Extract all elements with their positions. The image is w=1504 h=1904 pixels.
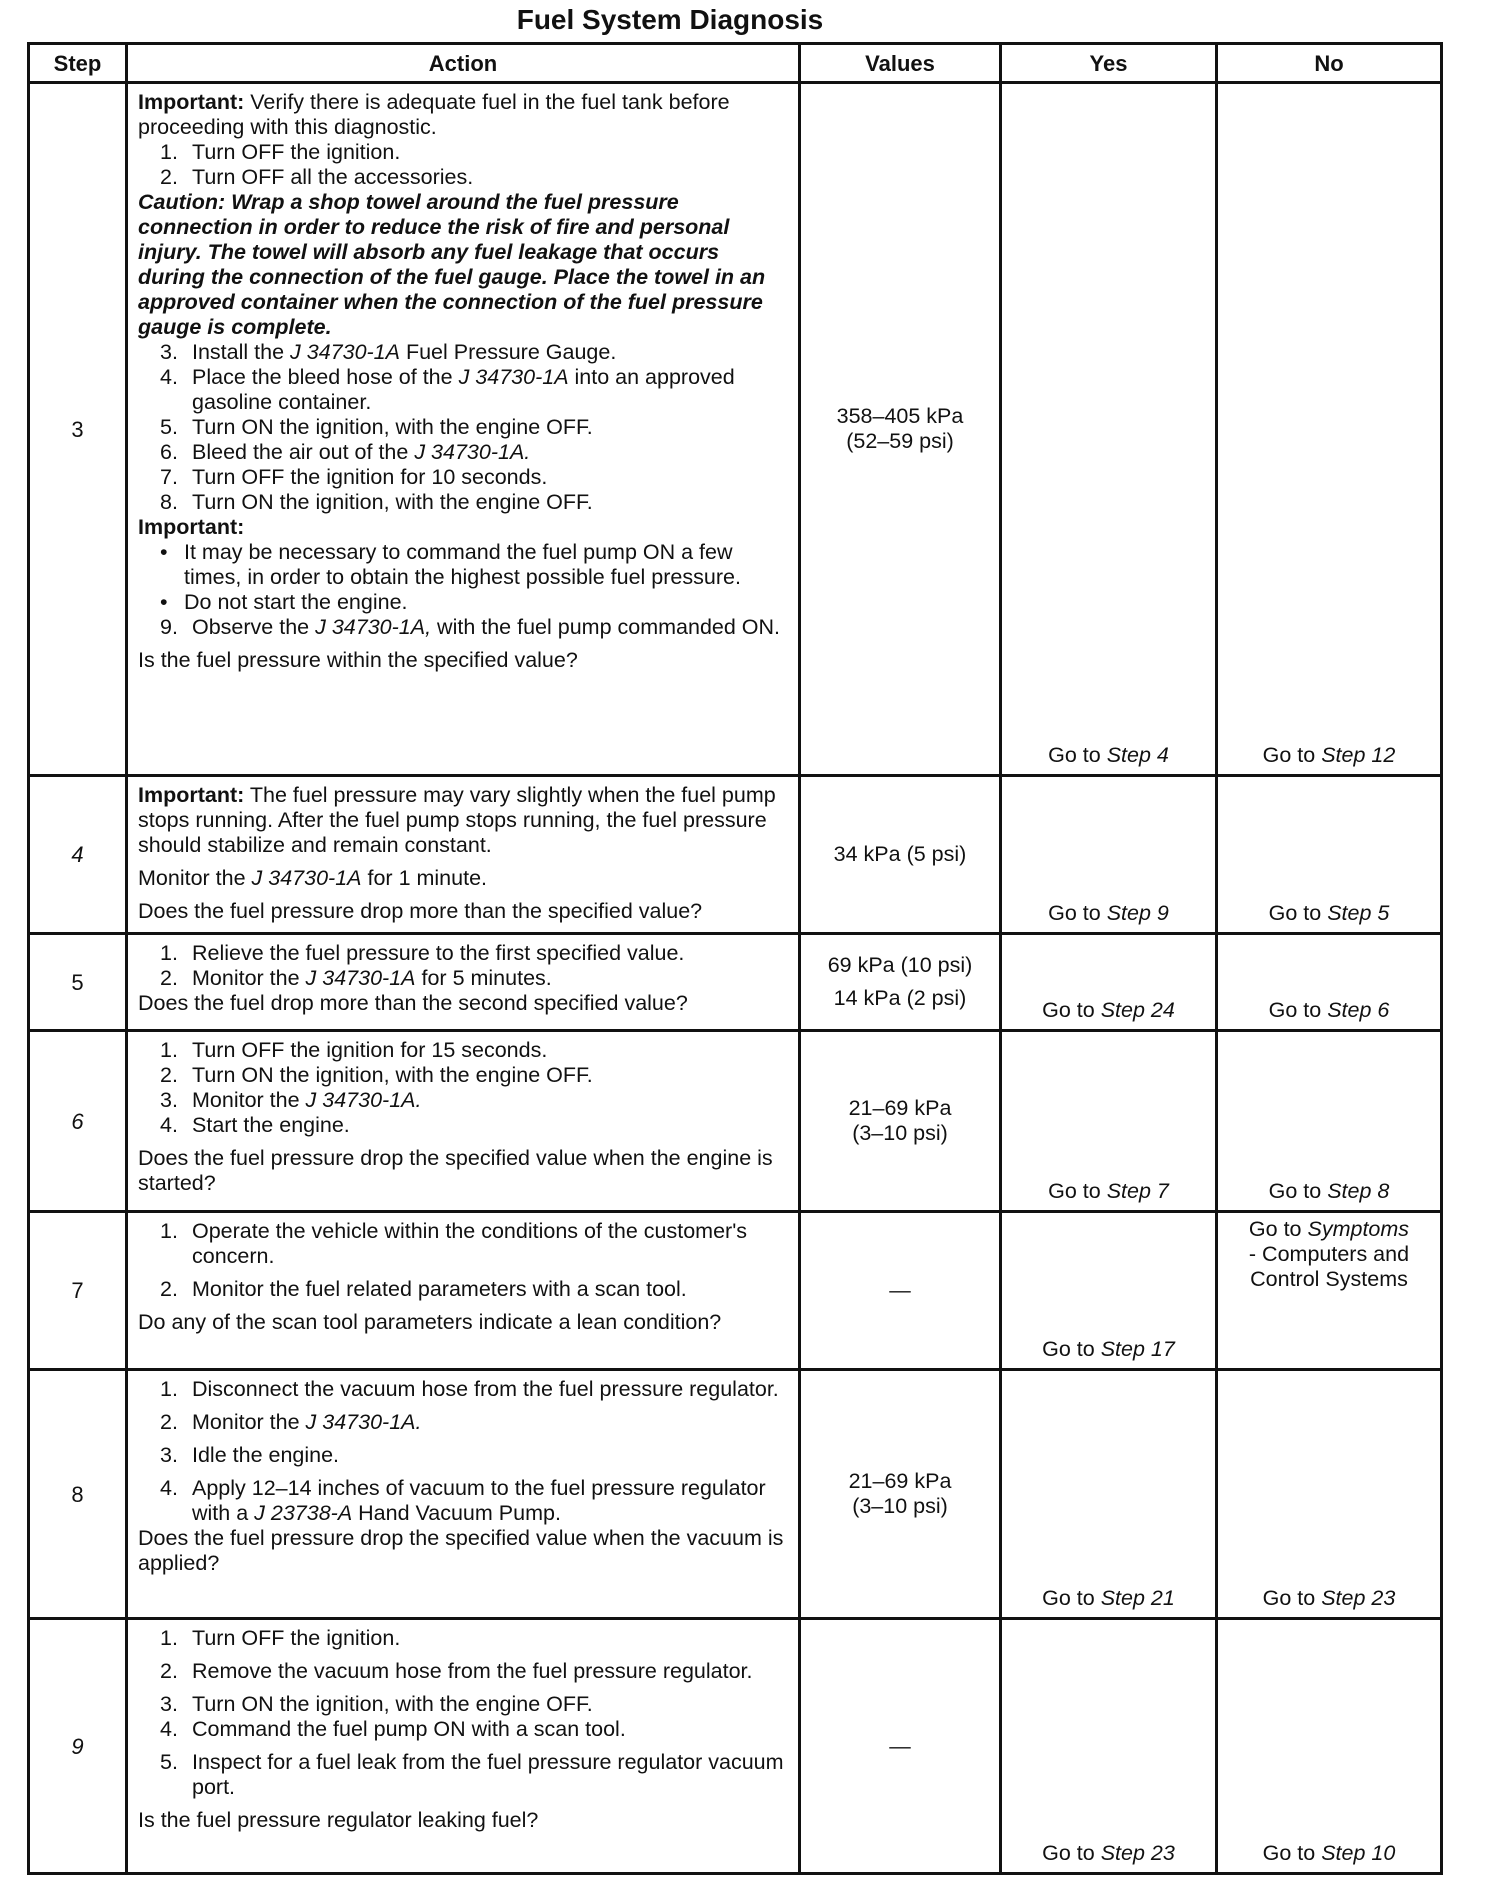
caution-text: Caution: Wrap a shop towel around the fuel pressure connection in order to reduce the risk of fire and personal injury. The towel will absorb any fuel leakage that occurs during the connection of the fuel gauge. Place the towel in an approved container when the connection of the fuel pressure gauge is complete. (138, 190, 766, 339)
values-cell: 34 kPa (5 psi) (800, 776, 1001, 934)
action-cell (127, 1619, 800, 1874)
no-cell: Go to Symptoms - Computers and Control Systems (1217, 1212, 1442, 1370)
table-row (29, 1212, 1442, 1370)
values-cell: 21–69 kPa (3–10 psi) (800, 1031, 1001, 1212)
question-text: Does the fuel drop more than the second specified value? (138, 991, 688, 1015)
step-link[interactable]: Step 24 (1100, 998, 1175, 1022)
list-item: 1. Relieve the fuel pressure to the first specified value. (160, 941, 685, 965)
list-item: 4. Apply 12–14 inches of vacuum to the fuel pressure regulator with a J 23738-A Hand Vacuum Pump. (160, 1476, 766, 1525)
step-number: 7 (29, 1212, 127, 1370)
list-item: 1. Turn OFF the ignition. (160, 140, 401, 164)
yes-cell: Go to Step 7 (1001, 1031, 1217, 1212)
step-link[interactable]: Step 12 (1321, 743, 1396, 767)
list-item: 4. Start the engine. (160, 1113, 350, 1137)
list-item: 1. Operate the vehicle within the conditions of the customer's concern. (160, 1219, 748, 1268)
list-item: 6. Bleed the air out of the J 34730-1A. (160, 440, 531, 464)
list-item: 1. Turn OFF the ignition. (160, 1626, 401, 1650)
question-text: Do any of the scan tool parameters indicate a lean condition? (138, 1310, 722, 1334)
values-cell: 21–69 kPa (3–10 psi) (800, 1370, 1001, 1619)
yes-cell: Go to Step 9 (1001, 776, 1217, 934)
list-item: 2. Monitor the J 34730-1A. (160, 1410, 422, 1434)
list-item: 2. Remove the vacuum hose from the fuel pressure regulator. (160, 1659, 753, 1683)
values-cell: 69 kPa (10 psi) 14 kPa (2 psi) (800, 934, 1001, 1031)
list-item: 4. Command the fuel pump ON with a scan tool. (160, 1717, 626, 1741)
page-title: Fuel System Diagnosis (516, 4, 824, 35)
step-link[interactable]: Step 9 (1106, 901, 1169, 925)
step-link[interactable]: Step 17 (1100, 1337, 1175, 1361)
step-link[interactable]: Step 23 (1321, 1586, 1396, 1610)
question-text: Is the fuel pressure regulator leaking fuel? (138, 1808, 539, 1832)
yes-cell: Go to Step 17 (1001, 1212, 1217, 1370)
table-row (29, 1031, 1442, 1212)
no-cell: Go to Step 6 (1217, 934, 1442, 1031)
list-item: 9. Observe the J 34730-1A, with the fuel pump commanded ON. (160, 615, 781, 639)
table-row (29, 83, 1442, 776)
values-cell: — (800, 1619, 1001, 1874)
no-cell: Go to Step 5 (1217, 776, 1442, 934)
step-number: 6 (29, 1031, 127, 1212)
question-text: Does the fuel pressure drop the specified value when the engine is started? (138, 1146, 773, 1195)
tool-reference: J 34730-1A. (305, 1410, 422, 1434)
list-item: 1. Turn OFF the ignition for 15 seconds. (160, 1038, 548, 1062)
bullet-item: • It may be necessary to command the fuel pump ON a few times, in order to obtain the highest possible fuel pressure. (160, 540, 741, 589)
action-cell (127, 1031, 800, 1212)
list-item: 1. Disconnect the vacuum hose from the fuel pressure regulator. (160, 1377, 779, 1401)
header-yes: Yes (1001, 44, 1217, 83)
list-item: 5. Inspect for a fuel leak from the fuel pressure regulator vacuum port. (160, 1750, 784, 1799)
list-item: 2. Turn ON the ignition, with the engine OFF. (160, 1063, 593, 1087)
tool-reference: J 34730-1A, (315, 615, 432, 639)
step-number: 4 (29, 776, 127, 934)
step-link[interactable]: Step 10 (1321, 1841, 1396, 1865)
no-cell: Go to Step 23 (1217, 1370, 1442, 1619)
list-item: 2. Turn OFF all the accessories. (160, 165, 474, 189)
no-cell: Go to Step 8 (1217, 1031, 1442, 1212)
table-row (29, 776, 1442, 934)
question-text: Does the fuel pressure drop the specified value when the vacuum is applied? (138, 1526, 784, 1575)
list-item: 8. Turn ON the ignition, with the engine OFF. (160, 490, 593, 514)
question-text: Is the fuel pressure within the specified value? (138, 648, 578, 672)
header-values: Values (800, 44, 1001, 83)
step-link[interactable]: Step 7 (1106, 1179, 1169, 1203)
tool-reference: J 34730-1A (305, 966, 416, 990)
list-item: 3. Install the J 34730-1A Fuel Pressure Gauge. (160, 340, 617, 364)
tool-reference: J 23738-A (254, 1501, 353, 1525)
header-action: Action (127, 44, 800, 83)
list-item: 4. Place the bleed hose of the J 34730-1A into an approved gasoline container. (160, 365, 735, 414)
diagnosis-table (27, 42, 1443, 1875)
step-number: 8 (29, 1370, 127, 1619)
action-cell: Important: The fuel pressure may vary slightly when the fuel pump stops running. After the fuel pump stops running, the fuel pressure should stabilize and remain constant. Monitor the J 34730-1A for 1 minute. Does the fuel pressure drop more than the specified value? (127, 776, 800, 934)
list-item: 2. Monitor the fuel related parameters with a scan tool. (160, 1277, 687, 1301)
list-item: 3. Turn ON the ignition, with the engine OFF. (160, 1692, 593, 1716)
values-cell: 358–405 kPa (52–59 psi) (800, 83, 1001, 776)
list-item: 5. Turn ON the ignition, with the engine OFF. (160, 415, 593, 439)
list-item: 2. Monitor the J 34730-1A for 5 minutes. (160, 966, 552, 990)
symptoms-link[interactable]: Symptoms (1307, 1217, 1410, 1241)
list-item: 7. Turn OFF the ignition for 10 seconds. (160, 465, 548, 489)
no-cell: Go to Step 12 (1217, 83, 1442, 776)
question-text: Does the fuel pressure drop more than the specified value? (138, 899, 703, 923)
important-label: Important: (138, 515, 245, 539)
step-link[interactable]: Step 4 (1106, 743, 1169, 767)
tool-reference: J 34730-1A. (414, 440, 531, 464)
tool-reference: J 34730-1A. (305, 1088, 422, 1112)
tool-reference: J 34730-1A (251, 866, 362, 890)
action-cell (127, 1370, 800, 1619)
step-number: 5 (29, 934, 127, 1031)
yes-cell: Go to Step 4 (1001, 83, 1217, 776)
table-row (29, 934, 1442, 1031)
step-link[interactable]: Step 6 (1327, 998, 1390, 1022)
values-cell: — (800, 1212, 1001, 1370)
bullet-item: • Do not start the engine. (160, 590, 408, 614)
action-cell (127, 1212, 800, 1370)
important-label: Important: (138, 90, 245, 114)
important-text: Verify there is adequate fuel in the fuel tank before proceeding with this diagnostic. (138, 90, 730, 139)
list-item: 3. Idle the engine. (160, 1443, 340, 1467)
step-link[interactable]: Step 21 (1100, 1586, 1175, 1610)
table-row (29, 1619, 1442, 1874)
tool-reference: J 34730-1A (458, 365, 569, 389)
no-cell: Go to Step 10 (1217, 1619, 1442, 1874)
action-cell (127, 83, 800, 776)
step-link[interactable]: Step 23 (1100, 1841, 1175, 1865)
yes-cell: Go to Step 24 (1001, 934, 1217, 1031)
step-link[interactable]: Step 8 (1327, 1179, 1390, 1203)
yes-cell: Go to Step 21 (1001, 1370, 1217, 1619)
tool-reference: J 34730-1A (290, 340, 400, 364)
table-row (29, 1370, 1442, 1619)
yes-cell: Go to Step 23 (1001, 1619, 1217, 1874)
step-link[interactable]: Step 5 (1327, 901, 1390, 925)
list-item: 3. Monitor the J 34730-1A. (160, 1088, 422, 1112)
step-number: 3 (29, 83, 127, 776)
step-number: 9 (29, 1619, 127, 1874)
header-row (29, 44, 1442, 83)
header-step: Step (29, 44, 127, 83)
header-no: No (1217, 44, 1442, 83)
action-cell (127, 934, 800, 1031)
